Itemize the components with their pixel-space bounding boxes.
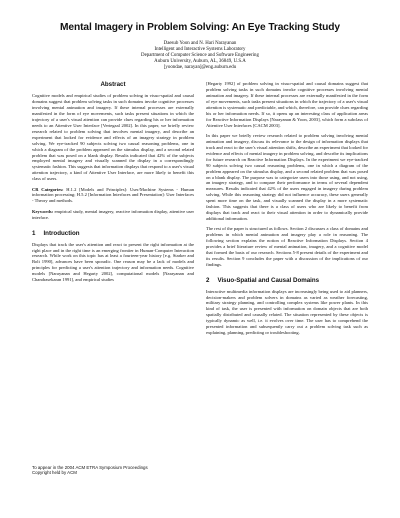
right-paragraph-1: [Hegarty 1992] of problem solving in visuo-spatial and causal domains suggest that problem solving tasks in such domains invoke cognitive processes involving mental animation and imagery. If these internal processes are externally manifested in the form of eye movements, such tasks present situations in which the trajectory of a user's visual attention is systematic and predictable, and which, therefore, can provide clues regarding his or her information needs. If so, it opens up an interesting class of application areas for Reactive Information Displays [Narayanan & Yoon, 2003], which form a subclass of Attentive User Interfaces [CACM 2003]. (206, 81, 368, 128)
intro-paragraph: Displays that track the user's attention and react to present the right information at the right place and in the right time is an emerging frontier in Human-Computer Interaction research. While work on this topic has at least a fourteen-year history [e.g. Starker and Bolt 1990], advances have been sporadic. One reason may be a lack of models and principles for predicting a user's attention trajectory and information needs. Cognitive models [Narayanan and Hegarty 2002], computational models [Narayanan and Chandrasekaran 1991], and empirical studies (32, 241, 194, 283)
keywords-text: empirical study, mental imagery, reactive information display, attentive user interface. (32, 208, 194, 220)
abstract-heading: Abstract (100, 81, 126, 89)
author-department: Department of Computer Science and Software Engineering (141, 53, 259, 59)
section-2-heading (206, 277, 368, 284)
section-2-number: 2 (206, 276, 210, 284)
author-block (32, 41, 368, 71)
cr-categories-text: H.1.2 [Models and Principles]: User/Machine Systems - Human information processing; H.5.2 [Information Interfaces and Presentation]: User Interfaces - Theory and methods. (32, 186, 194, 204)
author-emails: [yoondae, narayan]@eng.auburn.edu (163, 65, 237, 71)
cr-categories (32, 187, 194, 205)
section-1-title: Introduction (43, 229, 80, 237)
section-2-title: Visuo-Spatial and Causal Domains (217, 276, 320, 284)
right-paragraph-2: In this paper we briefly review research related to problem solving involving mental animation and imagery, discuss its relevance to the design of information displays that track and react to the user's visual attention shifts, describe an experiment that looked for evidence and effects of mental imagery in problem solving, and describe its implications for future research on Reactive Information Displays. In the experiment we eye-tracked 90 subjects solving two causal reasoning problems, one in which a diagram of the problem appeared on the stimulus display, and a second related problem that was posed on a blank display. The purpose was to categorize users into those using, and not using, an imagery strategy, and to compare their performance in terms of several dependent measures. Results indicated that 42% of the users engaged in imagery during problem solving. While this reasoning strategy did not influence accuracy, these users generally spent more time on the task, and visually scanned the display in a more systematic fashion. This suggests that there is a class of users who are likely to benefit from displays that track and react to their visual attention in order to dynamically provide additional information. (206, 133, 368, 221)
right-column (206, 81, 368, 483)
author-university: Auburn University, Auburn, AL, 36849, U.S.A (154, 59, 246, 65)
section-1-number: 1 (32, 229, 36, 237)
right-paragraph-3: The rest of the paper is structured as follows. Section 2 discusses a class of domains and problems in which mental animation and imagery play a role in reasoning. The following section explains the notion of Reactive Information Displays. Section 4 provides a brief literature review of mental animation, imagery, and a cognitive model that formed the basis of our research. Sections 5-8 present details of the experiment and its results. Section 9 concludes the paper with a discussion of the implications of our findings. (206, 226, 368, 267)
two-column-body (32, 81, 368, 483)
section-1-heading (32, 230, 194, 237)
footer-note (32, 465, 148, 476)
author-lab: Intelligent and Interactive Systems Laboratory (154, 47, 246, 53)
footer-line-1: To appear in the 2004 ACM ETRA Symposium Proceedings (32, 464, 148, 470)
left-column (32, 81, 194, 483)
footer-line-2: Copyright held by ACM (32, 470, 77, 476)
cr-categories-label: CR Categories: (32, 186, 64, 192)
author-names: Daesub Yoon and N. Hari Narayanan (163, 41, 237, 46)
keywords (32, 209, 194, 221)
section-2-paragraph: Interactive multimedia information displays are increasingly being used to aid planners, decision-makers and problem solvers in domains as varied as weather forecasting, military strategy planning, and controlling complex systems like power plants. In this kind of task, the user is presented with information on domain objects that are both spatially distributed and causally related. The situation represented by these objects is typically dynamic as well, i.e. it evolves over time. The user has to comprehend the presented information and subsequently carry out a problem solving task such as explaining, planning, predicting or troubleshooting. (206, 288, 368, 335)
paper-title: Mental Imagery in Problem Solving: An Eye Tracking Study (60, 22, 340, 33)
keywords-label: Keywords: (32, 208, 54, 214)
abstract-text: Cognitive models and empirical studies of problem solving in visuo-spatial and causal domains suggest that problem solving tasks in such domains invoke cognitive processes involving mental animation and imagery. If these internal processes are externally manifested in the form of eye movements, such tasks present situations in which the trajectory of a user's visual attention can provide clues regarding his or her information needs to an Attentive User Interface [Vertegaal 2002]. In this paper, we briefly review research related to problem solving that involves mental imagery, and describe an experiment that looked for evidence and effects of an imagery strategy in problem solving. We eye-tracked 90 subjects solving two causal reasoning problems, one in which a diagram of the problem appeared on the stimulus display, and a second related problem that was posed on a blank display. Results indicated that 42% of the subjects employed mental imagery and visually scanned the display in a correspondingly systematic fashion. This suggests that information displays that respond to a user's visual attention trajectory, a kind of Attentive User Interface, are more likely to benefit this class of users. (32, 93, 194, 182)
